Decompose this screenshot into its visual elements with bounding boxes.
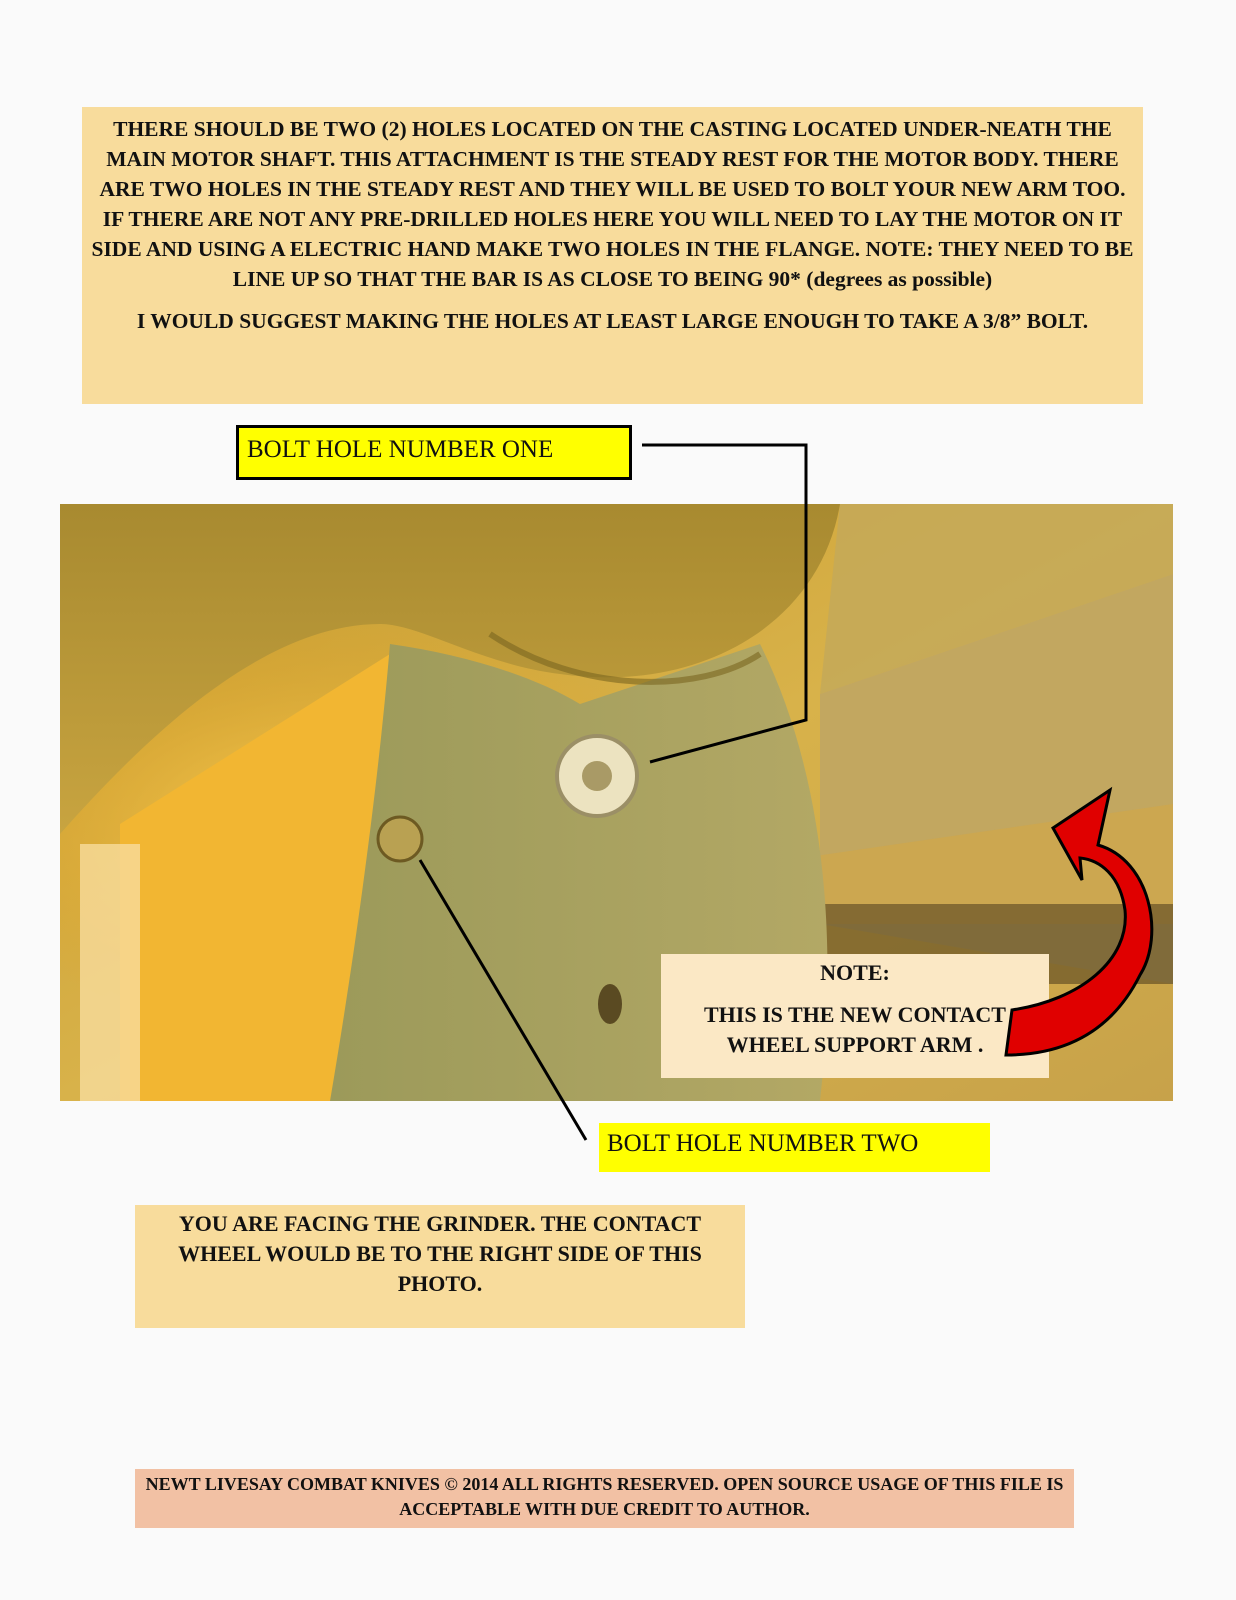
orientation-note-text: YOU ARE FACING THE GRINDER. THE CONTACT WHEEL WOULD BE TO THE RIGHT SIDE OF THIS PHOTO. — [178, 1211, 702, 1296]
instructions-paragraph-1: THERE SHOULD BE TWO (2) HOLES LOCATED ON THE CASTING LOCATED UNDER-NEATH THE MAIN MOTOR SHAFT. THIS ATTACHMENT IS THE STEADY REST FOR THE MOTOR BODY. THERE ARE TWO HOLES IN THE STEADY REST AND THEY WILL BE USED TO BOLT YOUR NEW ARM TOO. IF THERE ARE NOT ANY PRE-DRILLED HOLES HERE YOU WILL NEED TO LAY THE MOTOR ON IT SIDE AND USING A ELECTRIC HAND MAKE TWO HOLES IN THE FLANGE. NOTE: THEY NEED TO BE LINE UP SO THAT THE BAR IS AS CLOSE TO BEING 90* (degrees as possible) — [91, 117, 1134, 291]
note-box — [661, 954, 1049, 1078]
copyright-text: NEWT LIVESAY COMBAT KNIVES © 2014 ALL RIGHTS RESERVED. OPEN SOURCE USAGE OF THIS FILE IS ACCEPTABLE WITH DUE CREDIT TO AUTHOR. — [145, 1474, 1064, 1519]
instructions-box — [82, 107, 1143, 404]
instructions-paragraph-2: I WOULD SUGGEST MAKING THE HOLES AT LEAST LARGE ENOUGH TO TAKE A 3/8” BOLT. — [136, 309, 1089, 333]
note-text: THIS IS THE NEW CONTACT WHEEL SUPPORT ARM . — [704, 1002, 1006, 1057]
copyright-footer — [135, 1469, 1074, 1528]
orientation-note-box — [135, 1205, 745, 1328]
note-heading: NOTE: — [820, 960, 890, 985]
bolt-hole-one-label: BOLT HOLE NUMBER ONE — [236, 425, 632, 480]
bolt-hole-two-label: BOLT HOLE NUMBER TWO — [599, 1123, 990, 1172]
